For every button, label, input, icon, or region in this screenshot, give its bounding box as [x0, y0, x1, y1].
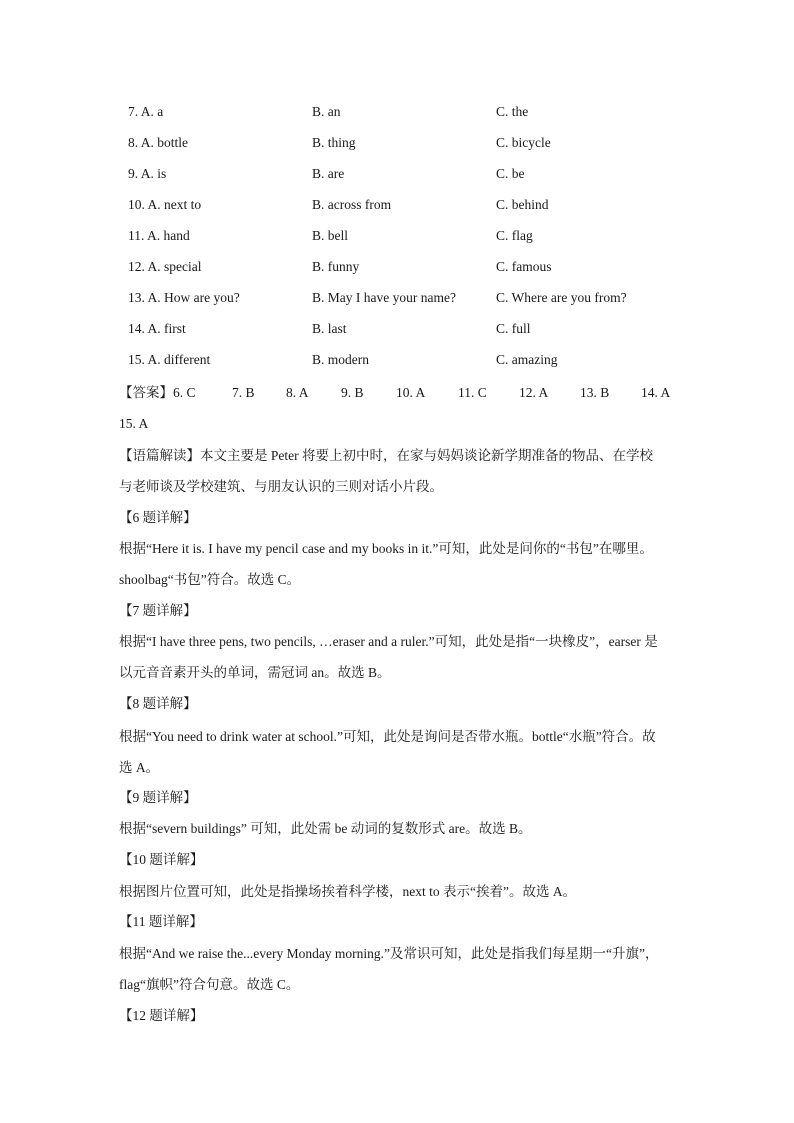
option-a: 12. A. special [128, 259, 202, 274]
explanation-line: shoolbag“书包”符合。故选 C。 [119, 572, 301, 587]
answer-item: 10. A [396, 385, 426, 400]
option-b: B. bell [312, 228, 348, 243]
option-row [128, 193, 688, 224]
explanation-heading: 【10 题详解】 [119, 852, 204, 867]
option-c: C. full [496, 321, 531, 336]
explanation-line: 根据“And we raise the...every Monday morning.”及常识可知，此处是指我们每星期一“升旗”， [119, 946, 659, 961]
option-c: C. behind [496, 197, 549, 212]
option-row [128, 162, 688, 193]
option-row [128, 224, 688, 255]
option-c: C. Where are you from? [496, 290, 627, 305]
answer-item: 9. B [341, 385, 364, 400]
explanation-heading: 【11 题详解】 [119, 914, 203, 929]
answer-item: 11. C [458, 385, 487, 400]
option-row [128, 348, 688, 379]
explanation-heading: 【6 题详解】 [119, 510, 197, 525]
explanation-heading: 【7 题详解】 [119, 603, 197, 618]
explanation-heading: 【9 题详解】 [119, 790, 197, 805]
option-a: 7. A. a [128, 104, 164, 119]
answer-label: 【答案】6. C [119, 385, 196, 400]
option-row [128, 100, 688, 131]
explanation-heading: 【12 题详解】 [119, 1008, 204, 1023]
option-row [128, 317, 688, 348]
analysis-line: 与老师谈及学校建筑、与朋友认识的三则对话小片段。 [119, 479, 443, 494]
answer-item: 7. B [232, 385, 255, 400]
explanation-line: 根据“You need to drink water at school.”可知，此处是询问是否带水瓶。bottle“水瓶”符合。故 [119, 729, 656, 744]
explanation-heading: 【8 题详解】 [119, 696, 197, 711]
option-c: C. flag [496, 228, 533, 243]
options-table [128, 100, 688, 379]
option-b: B. across from [312, 197, 392, 212]
option-a: 13. A. How are you? [128, 290, 240, 305]
option-row [128, 286, 688, 317]
option-a: 9. A. is [128, 166, 167, 181]
option-b: B. an [312, 104, 341, 119]
explanation-line: 根据“I have three pens, two pencils, …eraser and a ruler.”可知，此处是指“一块橡皮”，earser 是 [119, 634, 658, 649]
option-c: C. bicycle [496, 135, 551, 150]
option-row [128, 255, 688, 286]
answer-key [119, 381, 689, 405]
answer-item: 12. A [519, 385, 549, 400]
explanation-line: 根据图片位置可知，此处是指操场挨着科学楼，next to 表示“挨着”。故选 A。 [119, 884, 577, 899]
option-row [128, 131, 688, 162]
option-b: B. last [312, 321, 347, 336]
answer-item: 13. B [580, 385, 610, 400]
explanation-line: 选 A。 [119, 760, 160, 775]
explanation-line: 根据“Here it is. I have my pencil case and my books in it.”可知，此处是问你的“书包”在哪里。 [119, 541, 653, 556]
option-c: C. the [496, 104, 529, 119]
option-a: 11. A. hand [128, 228, 190, 243]
option-a: 8. A. bottle [128, 135, 188, 150]
option-a: 10. A. next to [128, 197, 202, 212]
option-a: 15. A. different [128, 352, 211, 367]
answer-item-last: 15. A [119, 416, 149, 431]
explanation-line: flag“旗帜”符合句意。故选 C。 [119, 977, 300, 992]
answer-item: 8. A [286, 385, 309, 400]
option-b: B. thing [312, 135, 356, 150]
option-b: B. May I have your name? [312, 290, 456, 305]
option-c: C. famous [496, 259, 552, 274]
option-c: C. be [496, 166, 525, 181]
option-b: B. modern [312, 352, 369, 367]
option-c: C. amazing [496, 352, 558, 367]
answer-item: 14. A [641, 385, 671, 400]
option-a: 14. A. first [128, 321, 186, 336]
explanation-line: 以元音音素开头的单词，需冠词 an。故选 B。 [119, 665, 391, 680]
explanation-line: 根据“severn buildings” 可知，此处需 be 动词的复数形式 are。故选 B。 [119, 821, 532, 836]
analysis-line: 【语篇解读】本文主要是 Peter 将要上初中时，在家与妈妈谈论新学期准备的物品、在学校 [119, 448, 653, 463]
option-b: B. funny [312, 259, 360, 274]
option-b: B. are [312, 166, 345, 181]
